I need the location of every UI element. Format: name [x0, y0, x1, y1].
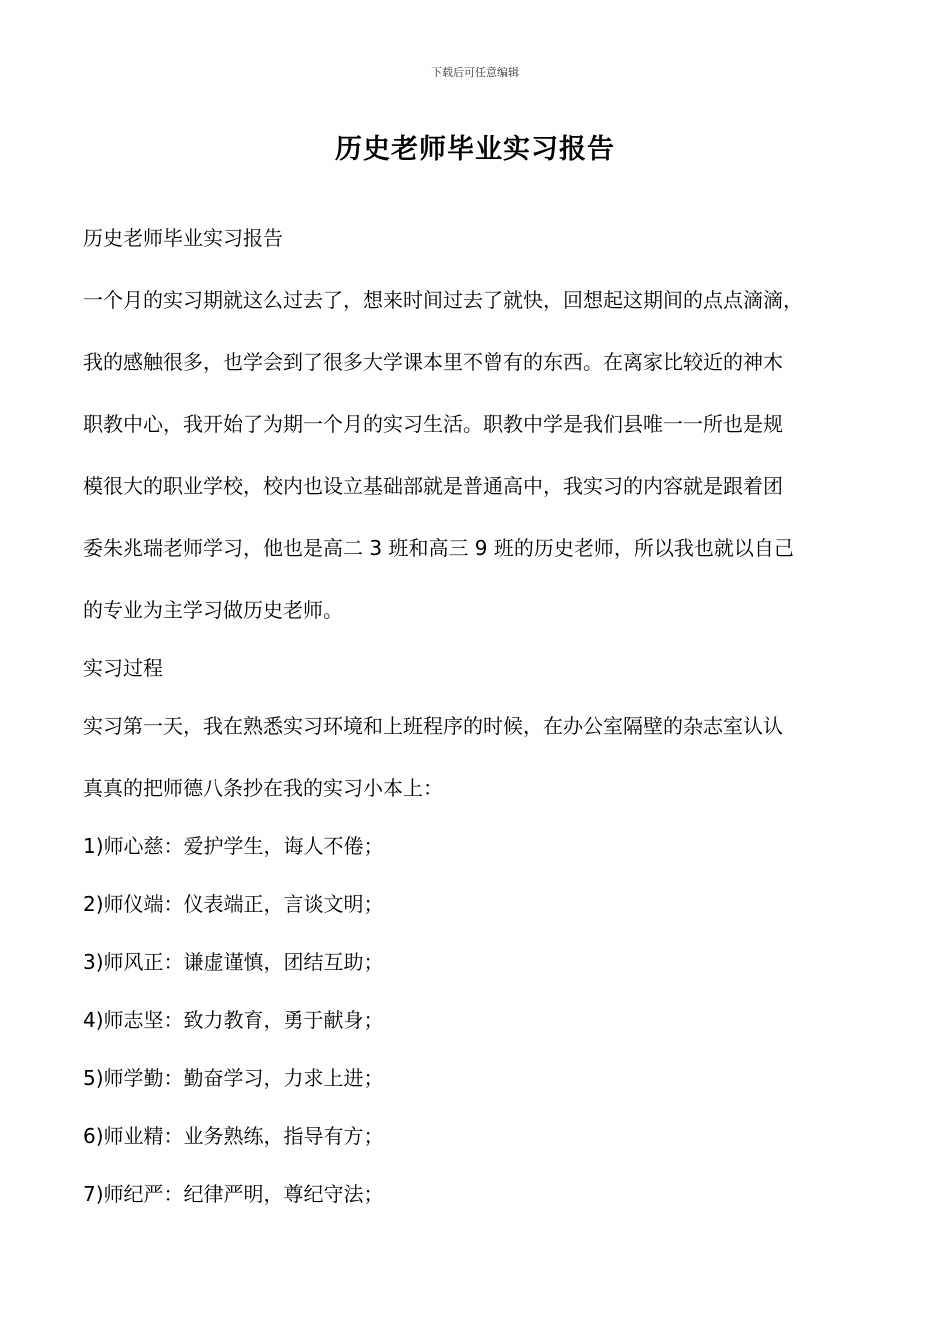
- page-header-note: 下载后可任意编辑: [431, 66, 519, 79]
- ethics-list-item: 1)师心慈：爱护学生，诲人不倦；: [83, 834, 384, 858]
- ethics-list-item: 7)师纪严：纪律严明，尊纪守法；: [83, 1182, 384, 1206]
- paragraph-line: 模很大的职业学校，校内也设立基础部就是普通高中，我实习的内容就是跟着团: [83, 474, 783, 498]
- ethics-list-item: 4)师志坚：致力教育，勇于献身；: [83, 1008, 384, 1032]
- paragraph-line: 一个月的实习期就这么过去了，想来时间过去了就快，回想起这期间的点点滴滴，: [83, 288, 803, 312]
- document-body: [83, 222, 883, 1210]
- section-heading: 实习过程: [83, 656, 163, 680]
- paragraph-line: 职教中心，我开始了为期一个月的实习生活。职教中学是我们县唯一一所也是规: [83, 412, 783, 436]
- document-subtitle: 历史老师毕业实习报告: [83, 226, 283, 250]
- paragraph-line: 的专业为主学习做历史老师。: [83, 598, 343, 622]
- document-title: 历史老师毕业实习报告: [335, 134, 615, 165]
- ethics-list-item: 3)师风正：谦虚谨慎，团结互助；: [83, 950, 384, 974]
- ethics-list-item: 6)师业精：业务熟练，指导有方；: [83, 1124, 384, 1148]
- paragraph-line: 真真的把师德八条抄在我的实习小本上：: [83, 776, 443, 800]
- ethics-list-item: 5)师学勤：勤奋学习，力求上进；: [83, 1066, 384, 1090]
- paragraph-line: 我的感触很多，也学会到了很多大学课本里不曾有的东西。在离家比较近的神木: [83, 350, 783, 374]
- ethics-list-item: 2)师仪端：仪表端正，言谈文明；: [83, 892, 384, 916]
- paragraph-line: 委朱兆瑞老师学习，他也是高二 3 班和高三 9 班的历史老师，所以我也就以自己: [83, 536, 794, 560]
- paragraph-line: 实习第一天，我在熟悉实习环境和上班程序的时候，在办公室隔壁的杂志室认认: [83, 714, 783, 738]
